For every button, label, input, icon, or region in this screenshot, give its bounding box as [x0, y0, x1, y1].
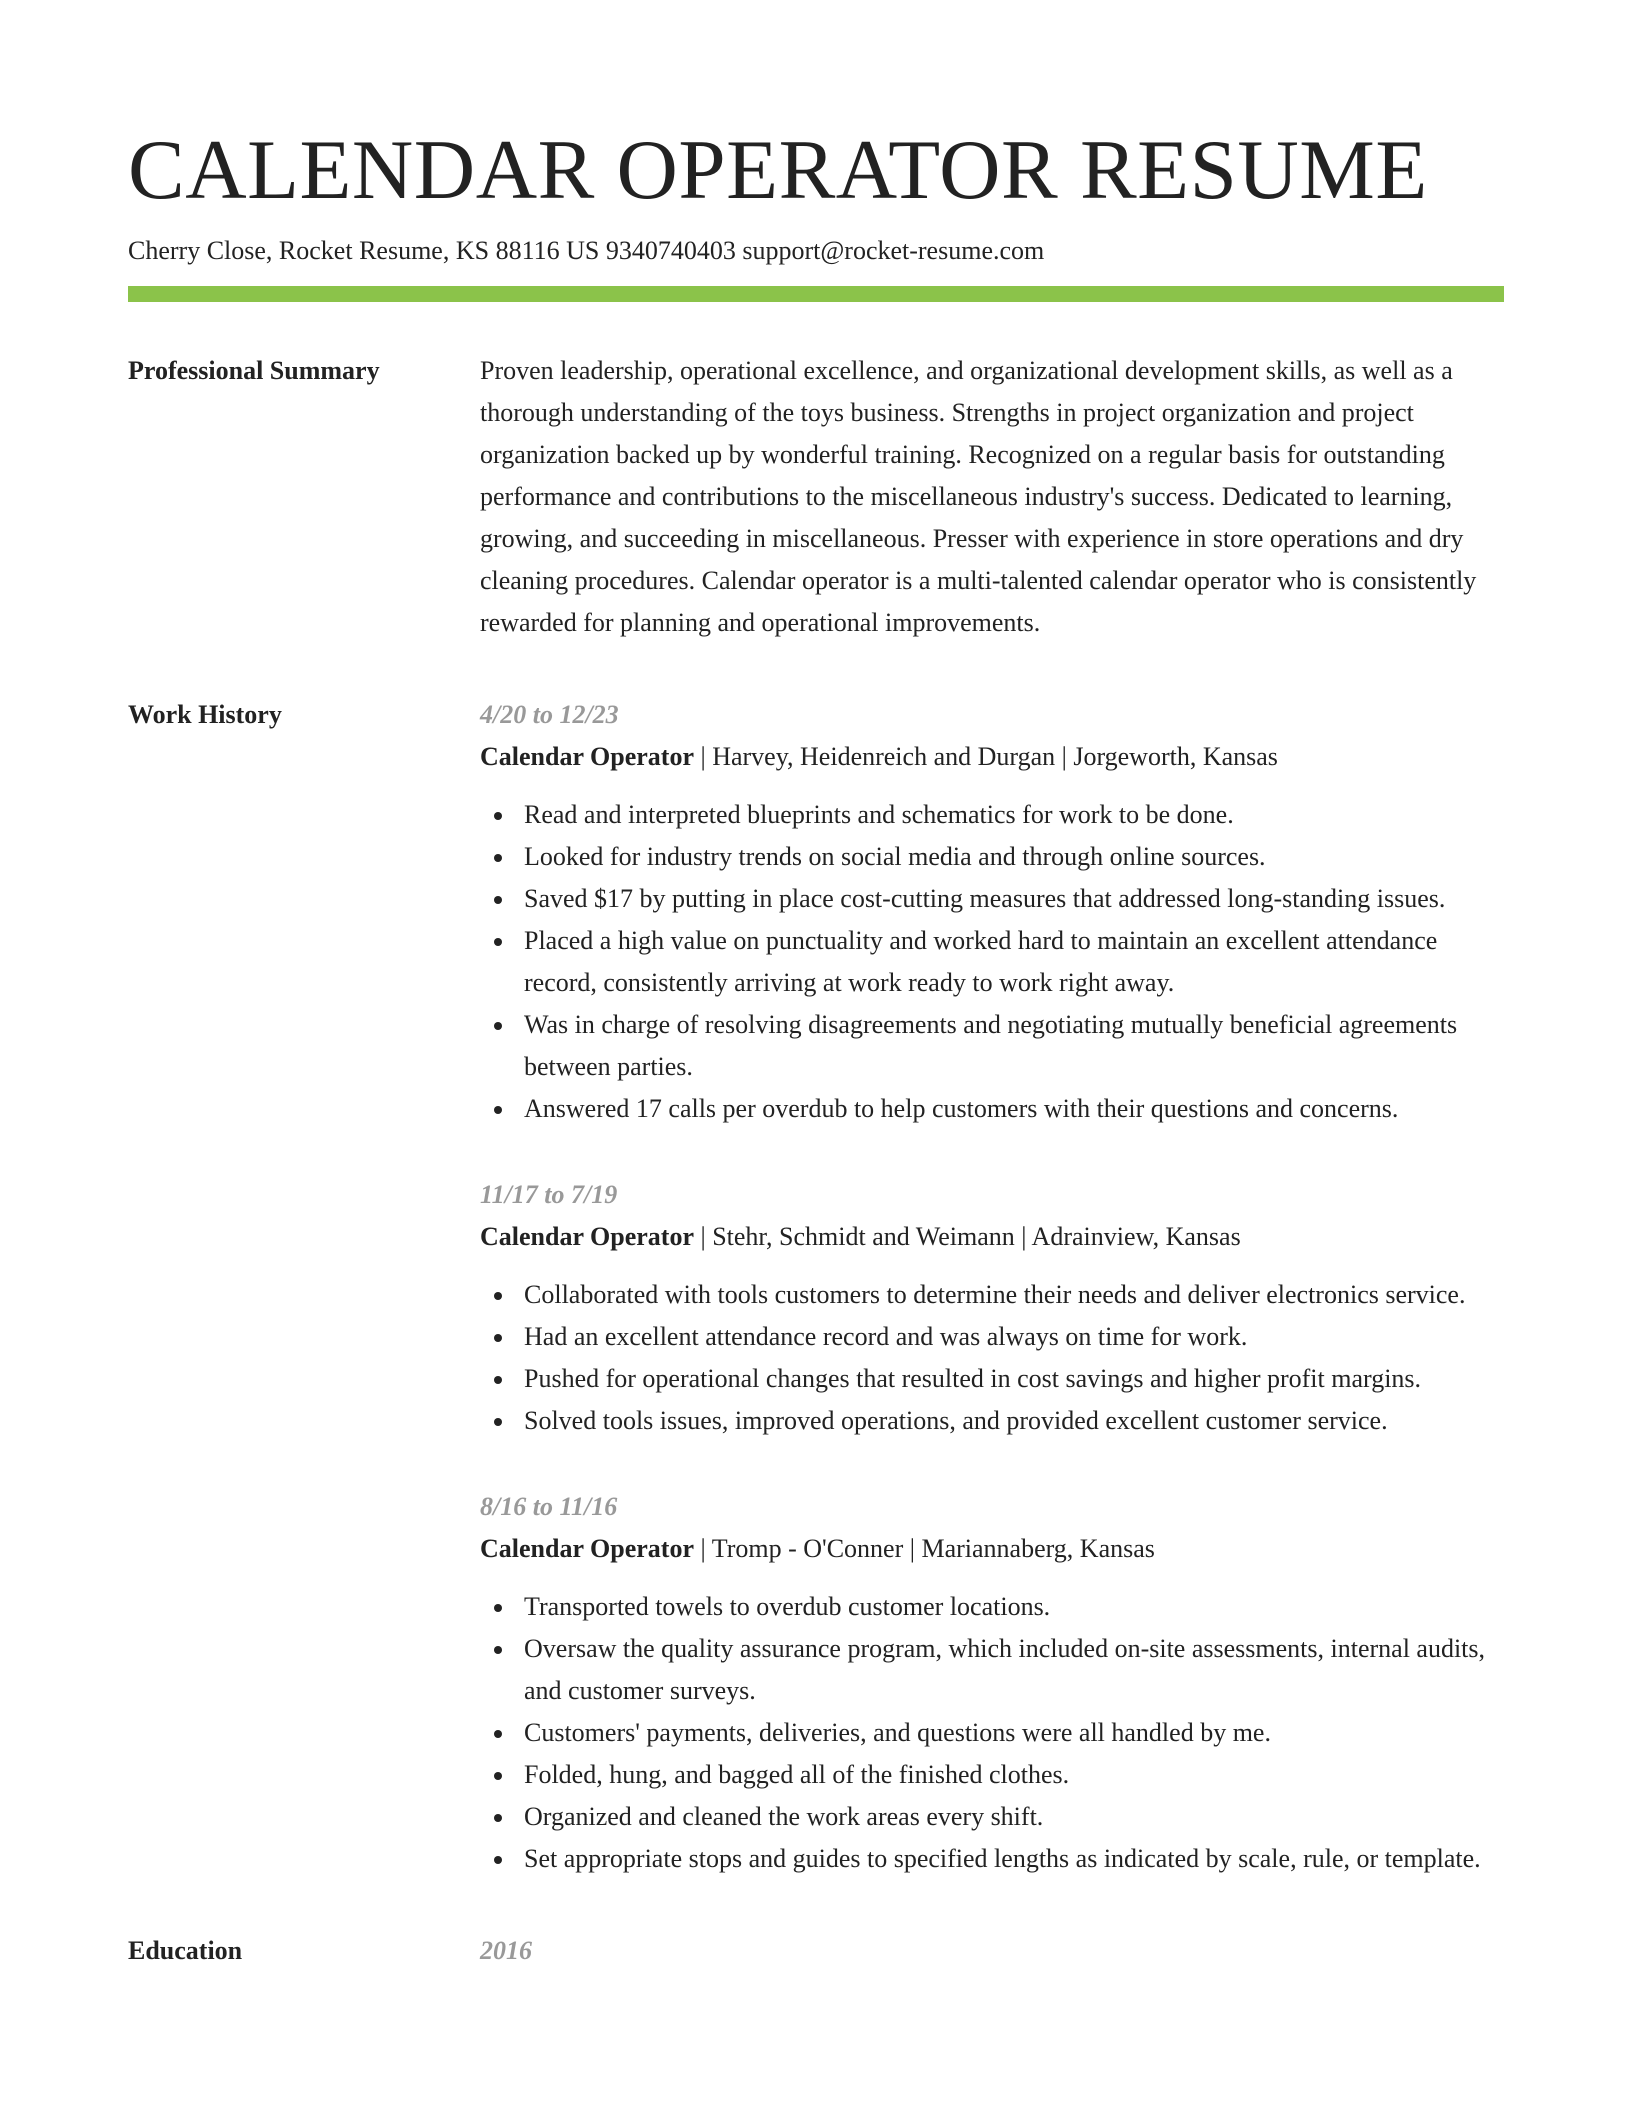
bullet-item: Transported towels to overdub customer locations. — [480, 1586, 1504, 1628]
bullet-item: Solved tools issues, improved operations, and provided excellent customer service. — [480, 1400, 1504, 1442]
work-history-section — [128, 694, 1504, 1880]
job-dates: 8/16 to 11/16 — [480, 1492, 618, 1521]
professional-summary-section — [128, 350, 1504, 644]
section-label: Work History — [128, 700, 282, 729]
education-section — [128, 1930, 1504, 1972]
job-details: | Harvey, Heidenreich and Durgan | Jorgeworth, Kansas — [694, 742, 1278, 771]
summary-text: Proven leadership, operational excellence, and organizational development skills, as well as a thorough understanding of the toys business. Strengths in project organization and project organization backed up by wonderful training. Recognized on a regular basis for outstanding performance and contributions to the miscellaneous industry's success. Dedicated to learning, growing, and succeeding in miscellaneous. Presser with experience in store operations and dry cleaning procedures. Calendar operator is a multi-talented calendar operator who is consistently rewarded for planning and operational improvements. — [480, 356, 1477, 637]
bullet-item: Customers' payments, deliveries, and questions were all handled by me. — [480, 1712, 1504, 1754]
contact-line: Cherry Close, Rocket Resume, KS 88116 US 9340740403 support@rocket-resume.com — [128, 236, 1045, 265]
section-label: Education — [128, 1936, 243, 1965]
job-details: | Stehr, Schmidt and Weimann | Adrainview, Kansas — [694, 1222, 1241, 1251]
bullet-item: Read and interpreted blueprints and schematics for work to be done. — [480, 794, 1504, 836]
bullet-item: Collaborated with tools customers to determine their needs and deliver electronics service. — [480, 1274, 1504, 1316]
bullet-item: Pushed for operational changes that resulted in cost savings and higher profit margins. — [480, 1358, 1504, 1400]
job-details: | Tromp - O'Conner | Mariannaberg, Kansas — [694, 1534, 1155, 1563]
job-bullets — [480, 1274, 1504, 1442]
accent-divider — [128, 286, 1504, 302]
job-dates: 4/20 to 12/23 — [480, 700, 619, 729]
job-heading — [480, 1528, 1504, 1570]
job-heading — [480, 1216, 1504, 1258]
section-label: Professional Summary — [128, 356, 380, 385]
bullet-item: Looked for industry trends on social media and through online sources. — [480, 836, 1504, 878]
job-entry — [480, 1174, 1504, 1442]
job-title: Calendar Operator — [480, 742, 694, 771]
bullet-item: Placed a high value on punctuality and worked hard to maintain an excellent attendance record, consistently arriving at work ready to work right away. — [480, 920, 1504, 1004]
bullet-item: Folded, hung, and bagged all of the finished clothes. — [480, 1754, 1504, 1796]
job-heading — [480, 736, 1504, 778]
resume-title: CALENDAR OPERATOR RESUME — [128, 123, 1428, 217]
resume-page — [128, 120, 1504, 1972]
job-bullets — [480, 1586, 1504, 1880]
job-entry — [480, 1486, 1504, 1880]
work-history-list — [480, 694, 1504, 1880]
job-title: Calendar Operator — [480, 1534, 694, 1563]
bullet-item: Had an excellent attendance record and was always on time for work. — [480, 1316, 1504, 1358]
bullet-item: Oversaw the quality assurance program, which included on-site assessments, internal audits, and customer surveys. — [480, 1628, 1504, 1712]
job-entry — [480, 694, 1504, 1130]
bullet-item: Answered 17 calls per overdub to help customers with their questions and concerns. — [480, 1088, 1504, 1130]
education-list — [480, 1930, 1504, 1972]
bullet-item: Saved $17 by putting in place cost-cutting measures that addressed long-standing issues. — [480, 878, 1504, 920]
bullet-item: Set appropriate stops and guides to specified lengths as indicated by scale, rule, or template. — [480, 1838, 1504, 1880]
job-dates: 11/17 to 7/19 — [480, 1180, 618, 1209]
bullet-item: Organized and cleaned the work areas every shift. — [480, 1796, 1504, 1838]
job-title: Calendar Operator — [480, 1222, 694, 1251]
job-bullets — [480, 794, 1504, 1130]
bullet-item: Was in charge of resolving disagreements and negotiating mutually beneficial agreements between parties. — [480, 1004, 1504, 1088]
education-dates: 2016 — [480, 1936, 532, 1965]
